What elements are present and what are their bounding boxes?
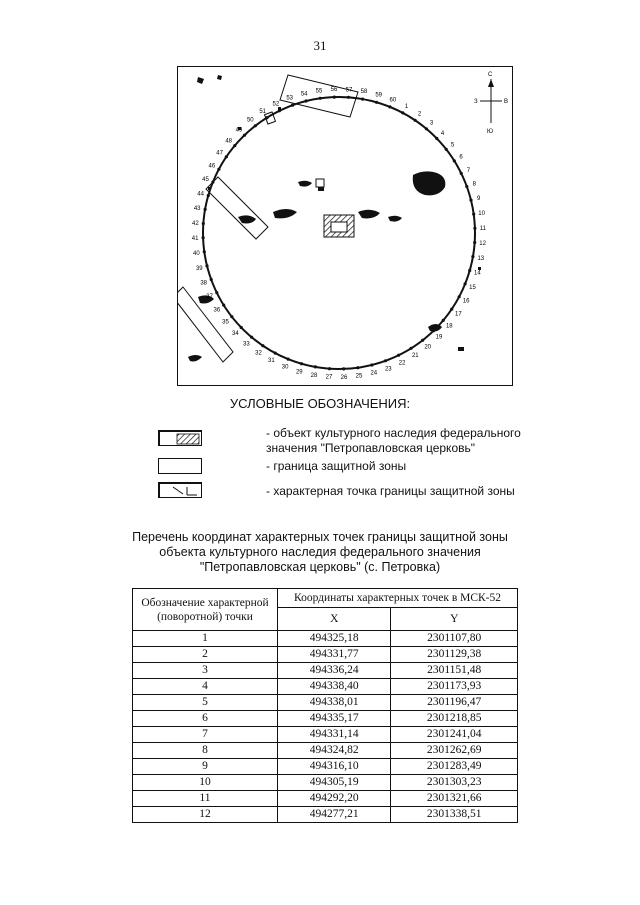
- boundary-point-marker: [473, 241, 476, 244]
- boundary-point-marker: [469, 199, 472, 202]
- boundary-point-marker: [225, 155, 228, 158]
- boundary-point-label: 21: [411, 353, 419, 360]
- boundary-point-marker: [204, 208, 207, 211]
- table-cell-y: 2301196,47: [391, 695, 518, 711]
- compass-icon: [474, 72, 508, 135]
- boundary-point-label: 59: [375, 92, 383, 99]
- boundary-point-label: 51: [259, 108, 267, 115]
- boundary-point-label: 1: [404, 103, 409, 110]
- boundary-point-marker: [217, 168, 220, 171]
- table-row: [133, 791, 518, 807]
- table-cell-n: 1: [133, 631, 278, 647]
- boundary-point-label: 2: [417, 111, 422, 118]
- boundary-point-marker: [230, 315, 233, 318]
- boundary-point-label: 18: [445, 323, 453, 330]
- boundary-point-marker: [460, 172, 463, 175]
- boundary-point-marker: [370, 363, 373, 366]
- table-cell-x: 494316,10: [278, 759, 391, 775]
- table-cell-n: 7: [133, 727, 278, 743]
- boundary-point-label: 19: [435, 334, 443, 341]
- table-cell-y: 2301241,04: [391, 727, 518, 743]
- boundary-point-marker: [425, 127, 428, 130]
- table-cell-n: 6: [133, 711, 278, 727]
- boundary-point-label: 53: [286, 95, 294, 102]
- boundary-point-label: 8: [472, 181, 476, 188]
- boundary-point-marker: [472, 213, 475, 216]
- table-cell-x: 494305,19: [278, 775, 391, 791]
- boundary-point-marker: [328, 367, 331, 370]
- table-cell-y: 2301218,85: [391, 711, 518, 727]
- table-row: [133, 727, 518, 743]
- boundary-point-marker: [233, 144, 236, 147]
- boundary-point-label: 25: [355, 373, 363, 380]
- compass-north-label: С: [488, 72, 493, 78]
- boundary-point-marker: [414, 119, 417, 122]
- table-cell-n: 9: [133, 759, 278, 775]
- boundary-point-label: 17: [455, 311, 462, 318]
- boundary-point-marker: [388, 105, 391, 108]
- table-cell-x: 494331,14: [278, 727, 391, 743]
- boundary-point-marker: [442, 319, 445, 322]
- table-row: [133, 775, 518, 791]
- boundary-point-marker: [240, 326, 243, 329]
- boundary-point-label: 27: [325, 374, 333, 381]
- boundary-point-label: 57: [345, 87, 353, 94]
- boundary-point-label: 12: [479, 241, 486, 247]
- page-number: 31: [313, 38, 327, 53]
- compass-south-label: Ю: [487, 129, 494, 135]
- boundary-point-marker: [215, 291, 218, 294]
- boundary-point-marker: [333, 96, 336, 99]
- site-map: [177, 66, 513, 386]
- boundary-point-marker: [473, 227, 476, 230]
- boundary-point-marker: [207, 194, 210, 197]
- boundary-point-marker: [265, 116, 268, 119]
- boundary-point-label: 32: [255, 350, 262, 357]
- boundary-point-label: 3: [429, 120, 434, 127]
- boundary-point-label: 4: [440, 131, 445, 137]
- boundary-point-marker: [305, 99, 308, 102]
- boundary-point-label: 28: [310, 372, 318, 379]
- boundary-point-marker: [210, 278, 213, 281]
- boundary-point-label: 34: [232, 331, 239, 337]
- boundary-point-marker: [202, 236, 205, 239]
- boundary-point-marker: [468, 269, 471, 272]
- map-drawing: [178, 67, 512, 385]
- boundary-point-marker: [432, 329, 435, 332]
- table-cell-y: 2301129,38: [391, 647, 518, 663]
- caption-line-1: Перечень координат характерных точек границы защитной зоны: [132, 530, 508, 544]
- table-row: [133, 759, 518, 775]
- heritage-swatch-icon: [158, 430, 202, 446]
- boundary-point-marker: [361, 98, 364, 101]
- boundary-point-marker: [243, 134, 246, 137]
- boundary-point-label: 40: [193, 251, 200, 257]
- boundary-point-label: 10: [478, 211, 485, 217]
- boundary-point-label: 58: [360, 89, 368, 96]
- boundary-point-marker: [274, 352, 277, 355]
- boundary-point-marker: [250, 336, 253, 339]
- boundary-point-marker: [342, 367, 345, 370]
- table-cell-y: 2301262,69: [391, 743, 518, 759]
- boundary-point-label: 43: [193, 206, 201, 212]
- boundary-point-label: 11: [479, 226, 487, 232]
- table-row: [133, 631, 518, 647]
- coordinates-table-body: [133, 631, 518, 823]
- boundary-point-label: 14: [474, 270, 481, 277]
- legend-point-text: - характерная точка границы защитной зоны: [266, 484, 515, 498]
- table-cell-n: 2: [133, 647, 278, 663]
- caption-line-3: "Петропавловская церковь" (с. Петровка): [199, 560, 441, 574]
- boundary-point-label: 16: [462, 298, 470, 305]
- boundary-point-label: 26: [340, 374, 348, 381]
- boundary-point-label: 44: [197, 191, 204, 198]
- table-cell-n: 5: [133, 695, 278, 711]
- caption-line-2: объекта культурного наследия федерального значения: [159, 545, 481, 559]
- boundary-point-label: 45: [202, 177, 209, 184]
- table-cell-n: 8: [133, 743, 278, 759]
- table-cell-x: 494325,18: [278, 631, 391, 647]
- boundary-point-marker: [471, 255, 474, 258]
- legend-zone-text: - граница защитной зоны: [266, 459, 407, 473]
- boundary-point-label: 6: [459, 154, 463, 161]
- boundary-point-marker: [291, 104, 294, 107]
- table-cell-n: 4: [133, 679, 278, 695]
- boundary-point-label: 49: [235, 127, 243, 134]
- table-row: [133, 743, 518, 759]
- boundary-point-marker: [450, 308, 453, 311]
- boundary-point-label: 22: [398, 360, 406, 367]
- boundary-point-label: 41: [191, 236, 199, 242]
- table-row: [133, 807, 518, 823]
- table-cell-n: 10: [133, 775, 278, 791]
- boundary-point-label: 54: [300, 91, 308, 98]
- table-cell-y: 2301283,49: [391, 759, 518, 775]
- header-x: X: [278, 608, 391, 631]
- characteristic-point-swatch-icon: [158, 482, 202, 498]
- boundary-point-label: 60: [389, 97, 397, 104]
- boundary-point-label: 31: [268, 358, 275, 365]
- boundary-point-label: 13: [477, 256, 485, 262]
- compass-east-label: В: [504, 99, 509, 105]
- boundary-point-marker: [205, 264, 208, 267]
- table-caption: [0, 530, 640, 575]
- boundary-point-label: 37: [206, 294, 213, 301]
- boundary-point-label: 38: [200, 280, 208, 287]
- boundary-point-marker: [254, 124, 257, 127]
- coordinates-table: [132, 588, 518, 823]
- boundary-point-marker: [464, 282, 467, 285]
- boundary-point-marker: [202, 222, 205, 225]
- boundary-point-marker: [278, 109, 281, 112]
- boundary-point-label: 39: [195, 265, 203, 272]
- boundary-point-marker: [287, 358, 290, 361]
- boundary-point-marker: [211, 181, 214, 184]
- table-row: [133, 711, 518, 727]
- boundary-point-marker: [465, 185, 468, 188]
- boundary-point-marker: [261, 344, 264, 347]
- boundary-point-marker: [300, 362, 303, 365]
- boundary-point-marker: [435, 137, 438, 140]
- boundary-point-marker: [203, 250, 206, 253]
- boundary-point-marker: [347, 96, 350, 99]
- boundary-point-label: 42: [192, 221, 199, 227]
- boundary-point-label: 52: [272, 101, 280, 108]
- table-row: [133, 695, 518, 711]
- table-row: [133, 679, 518, 695]
- boundary-point-marker: [458, 295, 461, 298]
- boundary-point-marker: [401, 111, 404, 114]
- table-cell-n: 3: [133, 663, 278, 679]
- church-inner: [331, 222, 347, 232]
- boundary-point-marker: [410, 347, 413, 350]
- table-cell-n: 11: [133, 791, 278, 807]
- table-cell-x: 494331,77: [278, 647, 391, 663]
- table-row: [133, 663, 518, 679]
- header-y: Y: [391, 608, 518, 631]
- boundary-point-label: 20: [424, 344, 432, 351]
- boundary-point-label: 50: [246, 117, 254, 124]
- table-cell-y: 2301338,51: [391, 807, 518, 823]
- boundary-point-marker: [319, 97, 322, 100]
- compass-west-label: З: [474, 99, 478, 105]
- table-cell-y: 2301173,93: [391, 679, 518, 695]
- boundary-point-marker: [421, 339, 424, 342]
- boundary-point-label: 48: [225, 138, 233, 145]
- boundary-point-marker: [453, 159, 456, 162]
- boundary-point-label: 46: [208, 163, 216, 170]
- table-cell-y: 2301107,80: [391, 631, 518, 647]
- boundary-point-label: 30: [281, 364, 289, 371]
- boundary-point-marker: [375, 101, 378, 104]
- boundary-point-label: 56: [330, 87, 338, 94]
- boundary-point-marker: [397, 354, 400, 357]
- legend-heritage-text: - объект культурного наследия федерального значения "Петропавловская церковь": [266, 426, 521, 455]
- table-cell-x: 494292,20: [278, 791, 391, 807]
- zone-boundary-swatch-icon: [158, 458, 202, 474]
- header-point-designation: Обозначение характерной (поворотной) точки: [133, 589, 278, 631]
- boundary-point-marker: [314, 365, 317, 368]
- table-cell-y: 2301151,48: [391, 663, 518, 679]
- boundary-point-label: 36: [213, 307, 221, 314]
- boundary-point-marker: [356, 366, 359, 369]
- boundary-point-label: 7: [466, 167, 471, 174]
- table-cell-x: 494336,24: [278, 663, 391, 679]
- boundary-point-label: 55: [315, 88, 323, 95]
- table-cell-x: 494277,21: [278, 807, 391, 823]
- table-cell-x: 494338,40: [278, 679, 391, 695]
- boundary-point-label: 5: [450, 142, 455, 149]
- boundary-point-label: 23: [384, 366, 392, 373]
- header-coordinates: Координаты характерных точек в МСК-52: [278, 589, 518, 608]
- boundary-point-marker: [384, 359, 387, 362]
- boundary-point-label: 29: [295, 369, 303, 376]
- boundary-point-marker: [445, 148, 448, 151]
- boundary-point-label: 35: [222, 319, 229, 326]
- boundary-point-label: 15: [469, 284, 476, 291]
- table-cell-x: 494335,17: [278, 711, 391, 727]
- table-cell-n: 12: [133, 807, 278, 823]
- table-cell-y: 2301321,66: [391, 791, 518, 807]
- boundary-point-label: 33: [243, 341, 250, 348]
- boundary-point-marker: [222, 304, 225, 307]
- boundary-point-label: 9: [477, 196, 481, 203]
- table-cell-x: 494324,82: [278, 743, 391, 759]
- table-cell-x: 494338,01: [278, 695, 391, 711]
- legend-title: УСЛОВНЫЕ ОБОЗНАЧЕНИЯ:: [229, 396, 411, 411]
- table-row: [133, 647, 518, 663]
- boundary-point-label: 24: [370, 370, 378, 377]
- outbuildings: [265, 112, 324, 187]
- table-cell-y: 2301303,23: [391, 775, 518, 791]
- boundary-point-label: 47: [216, 150, 223, 157]
